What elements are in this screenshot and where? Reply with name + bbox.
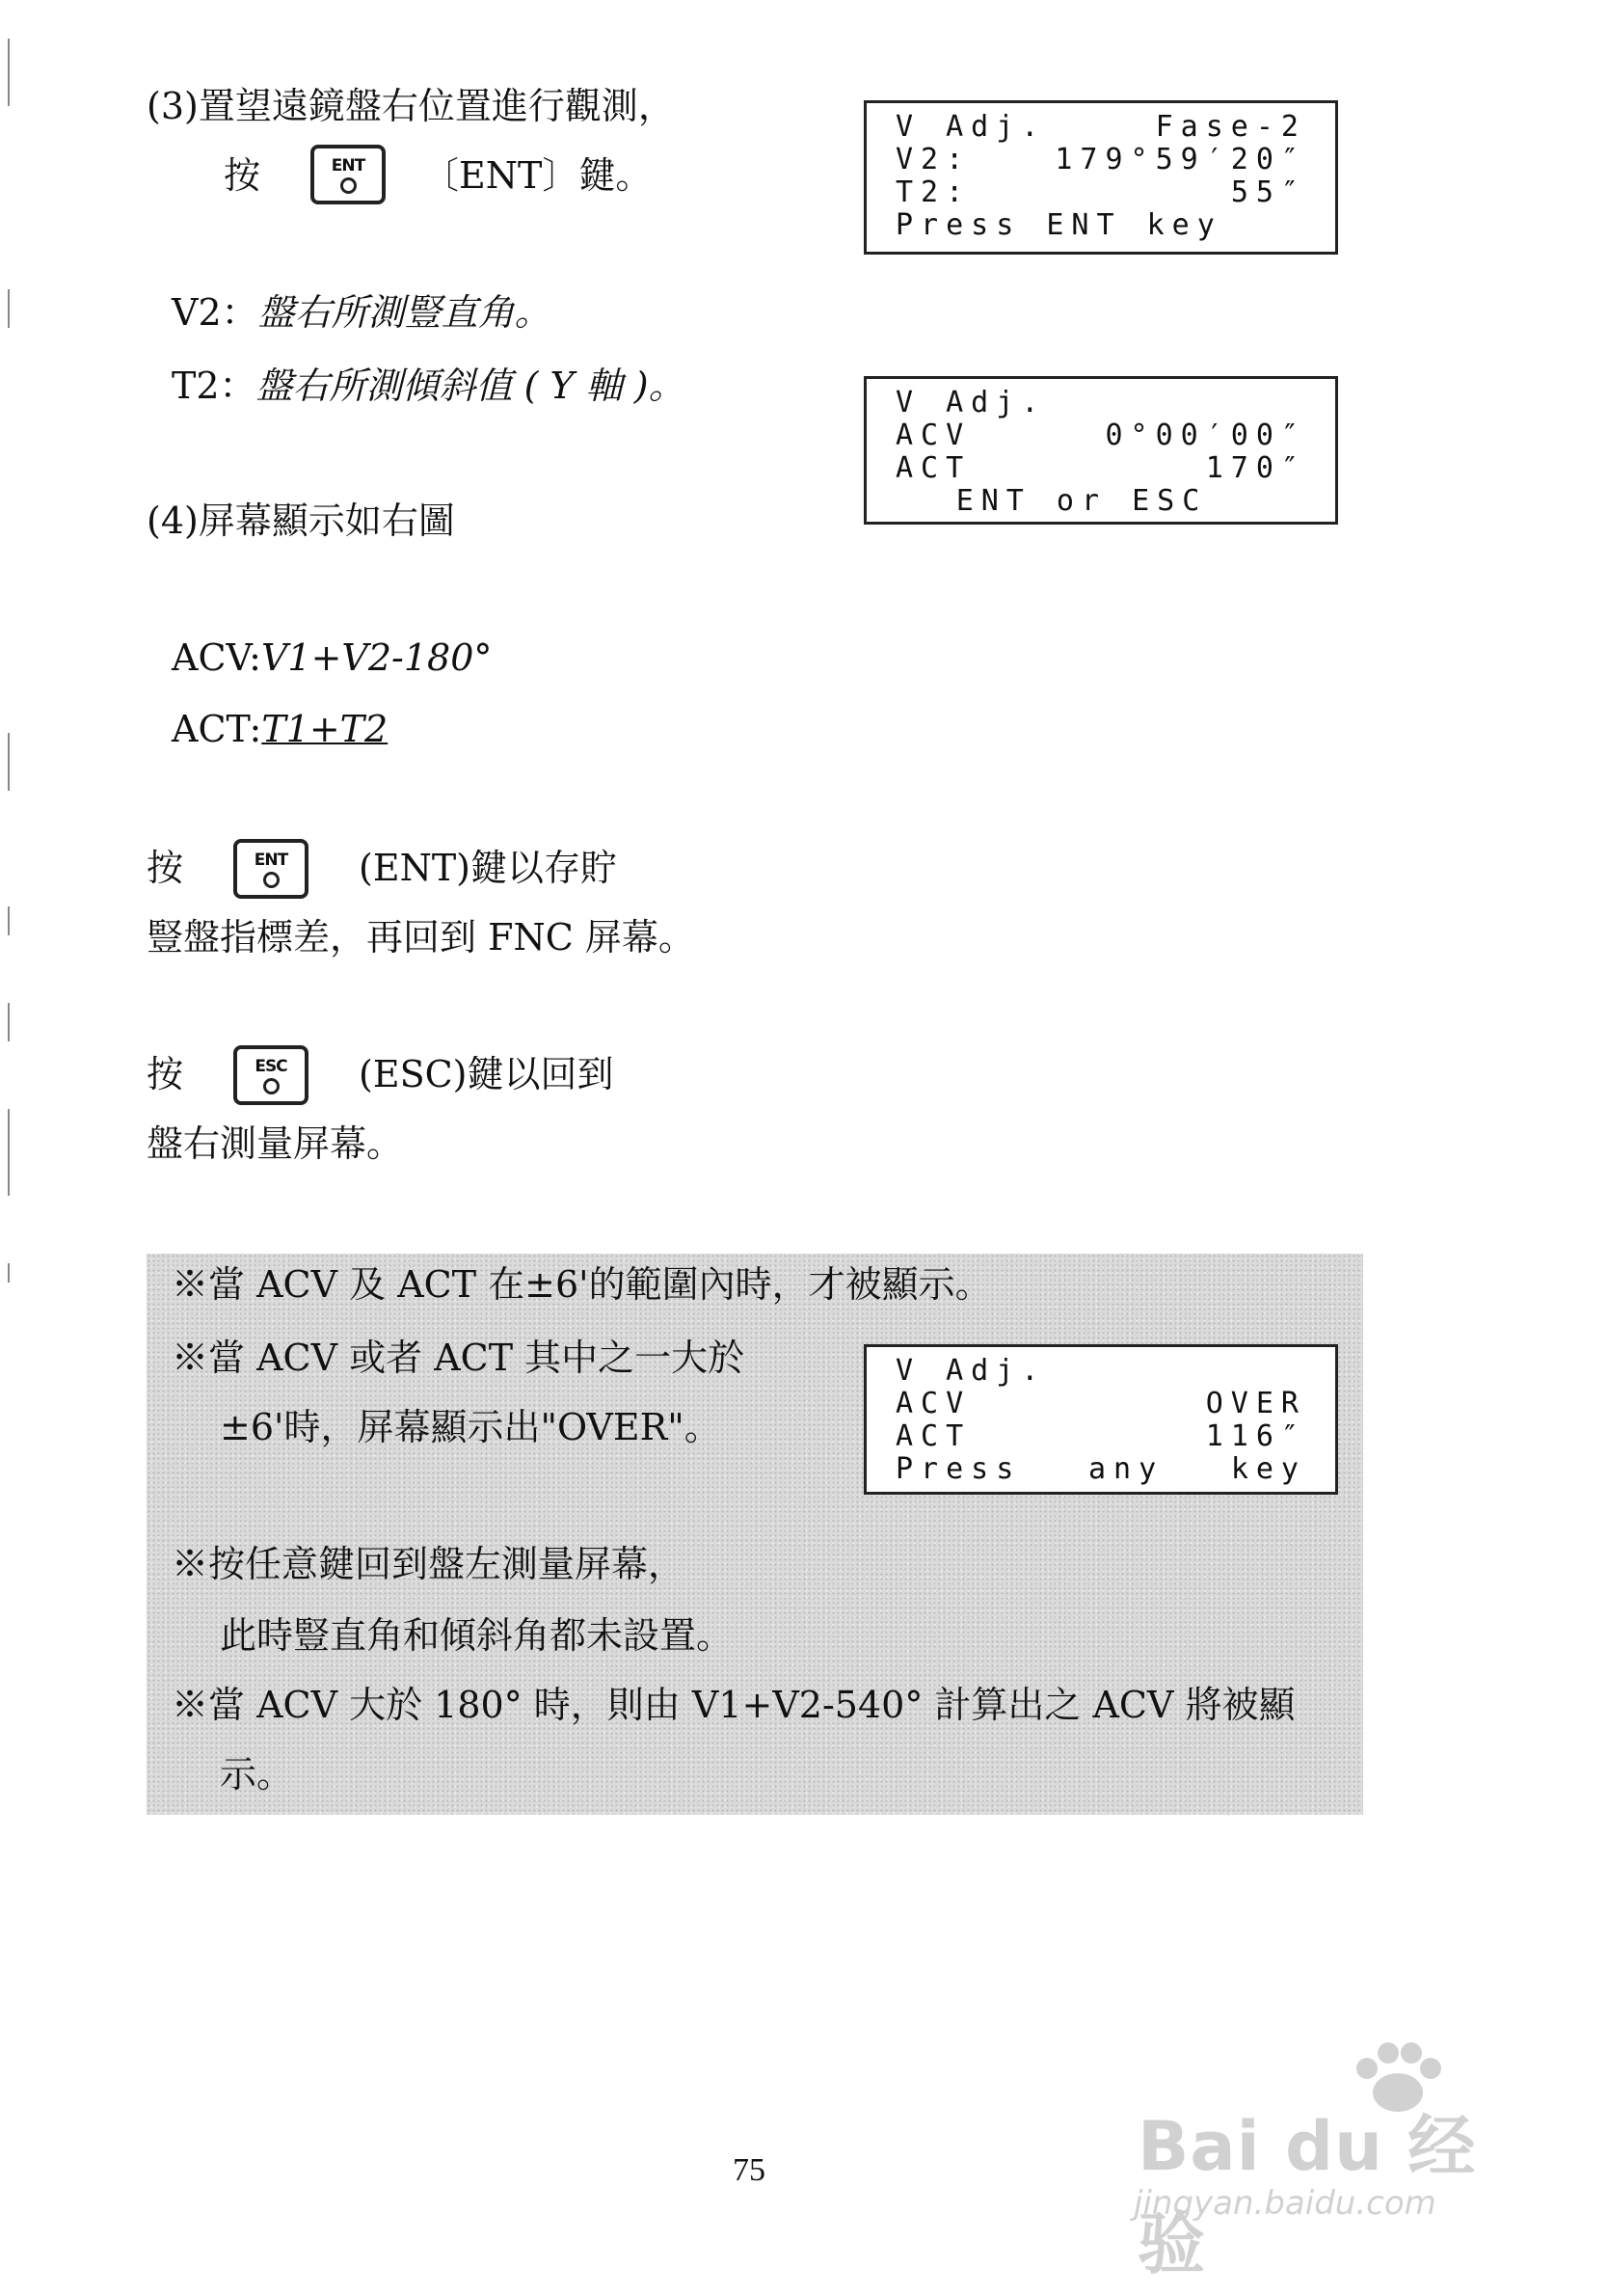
scan-artifact (8, 289, 10, 328)
baidu-watermark (1118, 2039, 1542, 2283)
lcd-text: any (1087, 1452, 1165, 1486)
ent-key-text: 〔ENT〕鍵。 (422, 154, 653, 197)
note-4-cont: 示。 (220, 1753, 294, 1796)
act-formula (172, 708, 388, 752)
press-label: 按 (147, 1053, 184, 1095)
ent-key-label: ENT (254, 850, 288, 870)
lcd-row (896, 485, 1306, 518)
ent-instruction-text-2: 豎盤指標差，再回到 FNC 屏幕。 (147, 916, 695, 959)
scan-artifact (8, 906, 10, 935)
lcd-text: key (1230, 1452, 1306, 1486)
lcd-text: V Adj. (896, 1354, 1047, 1388)
act-label: ACT: (172, 708, 262, 750)
t2-text: 盤右所測傾斜值 ( Y 軸 )。 (255, 365, 685, 407)
lcd-text: ACV (896, 1387, 972, 1420)
acv-text: V1+V2-180° (260, 636, 493, 679)
lcd-row (896, 387, 1306, 419)
note-3-cont: 此時豎直角和傾斜角都未設置。 (220, 1614, 734, 1657)
act-text: T1+T2 (261, 708, 389, 750)
lcd-text: Press ENT key (896, 208, 1222, 242)
esc-key-icon (233, 1045, 308, 1105)
step3-heading: (3)置望遠鏡盤右位置進行觀測， (147, 85, 675, 127)
lcd-text: 0°00′00″ (1105, 419, 1306, 452)
esc-key-label: ESC (255, 1056, 287, 1076)
note-2-cont: ±6'時，屏幕顯示出"OVER"。 (220, 1406, 721, 1448)
v2-text: 盤右所測豎直角。 (257, 291, 551, 334)
key-circle-icon (340, 177, 357, 194)
lcd-text: ACT (896, 451, 972, 485)
lcd-text: Fase-2 (1155, 110, 1306, 144)
lcd-text: T2: (896, 176, 972, 209)
lcd-row (896, 209, 1306, 242)
lcd-display-result (864, 376, 1338, 525)
watermark-brand: Bai du 经验 (1138, 2107, 1477, 2283)
ent-key-icon (310, 145, 386, 204)
press-label: 按 (224, 154, 261, 197)
lcd-row (896, 1388, 1306, 1420)
lcd-text: 116″ (1205, 1419, 1306, 1453)
scan-artifact (8, 1003, 10, 1041)
lcd-text: V2: (896, 143, 972, 176)
lcd-row (896, 111, 1306, 144)
v2-definition (172, 291, 551, 336)
ent-key-label: ENT (331, 155, 365, 176)
press-label: 按 (147, 847, 184, 889)
note-1: ※當 ACV 及 ACT 在±6'的範圍內時，才被顯示。 (172, 1263, 992, 1306)
page-number: 75 (733, 2152, 765, 2188)
lcd-text: Press (896, 1452, 1022, 1486)
acv-formula (172, 636, 492, 681)
lcd-text: 179°59′20″ (1055, 143, 1306, 176)
esc-instruction-text-2: 盤右測量屏幕。 (147, 1122, 404, 1165)
step4-heading: (4)屏幕顯示如右圖 (147, 500, 455, 542)
lcd-text: V Adj. (896, 110, 1047, 144)
lcd-text: 55″ (1230, 176, 1306, 209)
esc-instruction-text: (ESC)鍵以回到 (359, 1053, 614, 1095)
lcd-text: V Adj. (896, 386, 1047, 419)
scan-artifact (8, 39, 10, 106)
scan-artifact (8, 1109, 10, 1196)
note-2: ※當 ACV 或者 ACT 其中之一大於 (172, 1337, 745, 1379)
lcd-row (896, 1420, 1306, 1453)
lcd-row (896, 1355, 1306, 1388)
lcd-display-over (864, 1344, 1338, 1495)
scan-artifact (8, 1263, 10, 1283)
lcd-row (896, 144, 1306, 176)
key-circle-icon (263, 1078, 280, 1094)
t2-definition (172, 365, 685, 409)
acv-label: ACV: (172, 636, 261, 679)
key-circle-icon (263, 872, 280, 888)
watermark-url: jingyan.baidu.com (1134, 2184, 1436, 2223)
lcd-row (896, 1453, 1306, 1486)
ent-key-icon (233, 839, 308, 899)
lcd-row (896, 176, 1306, 209)
lcd-text: OVER (1205, 1387, 1306, 1420)
lcd-text: ACV (896, 419, 972, 452)
lcd-row (896, 452, 1306, 485)
scan-artifact (8, 733, 10, 791)
t2-label: T2： (172, 365, 256, 407)
note-4: ※當 ACV 大於 180° 時，則由 V1+V2-540° 計算出之 ACV 將被顯 (172, 1684, 1296, 1726)
lcd-display-fase2 (864, 100, 1338, 255)
lcd-text: 170″ (1205, 451, 1306, 485)
lcd-text: ENT or ESC (955, 484, 1208, 518)
ent-instruction-text: (ENT)鍵以存貯 (359, 847, 617, 889)
note-3: ※按任意鍵回到盤左測量屏幕， (172, 1543, 685, 1585)
lcd-text: ACT (896, 1419, 972, 1453)
v2-label: V2： (172, 291, 258, 334)
lcd-row (896, 419, 1306, 452)
